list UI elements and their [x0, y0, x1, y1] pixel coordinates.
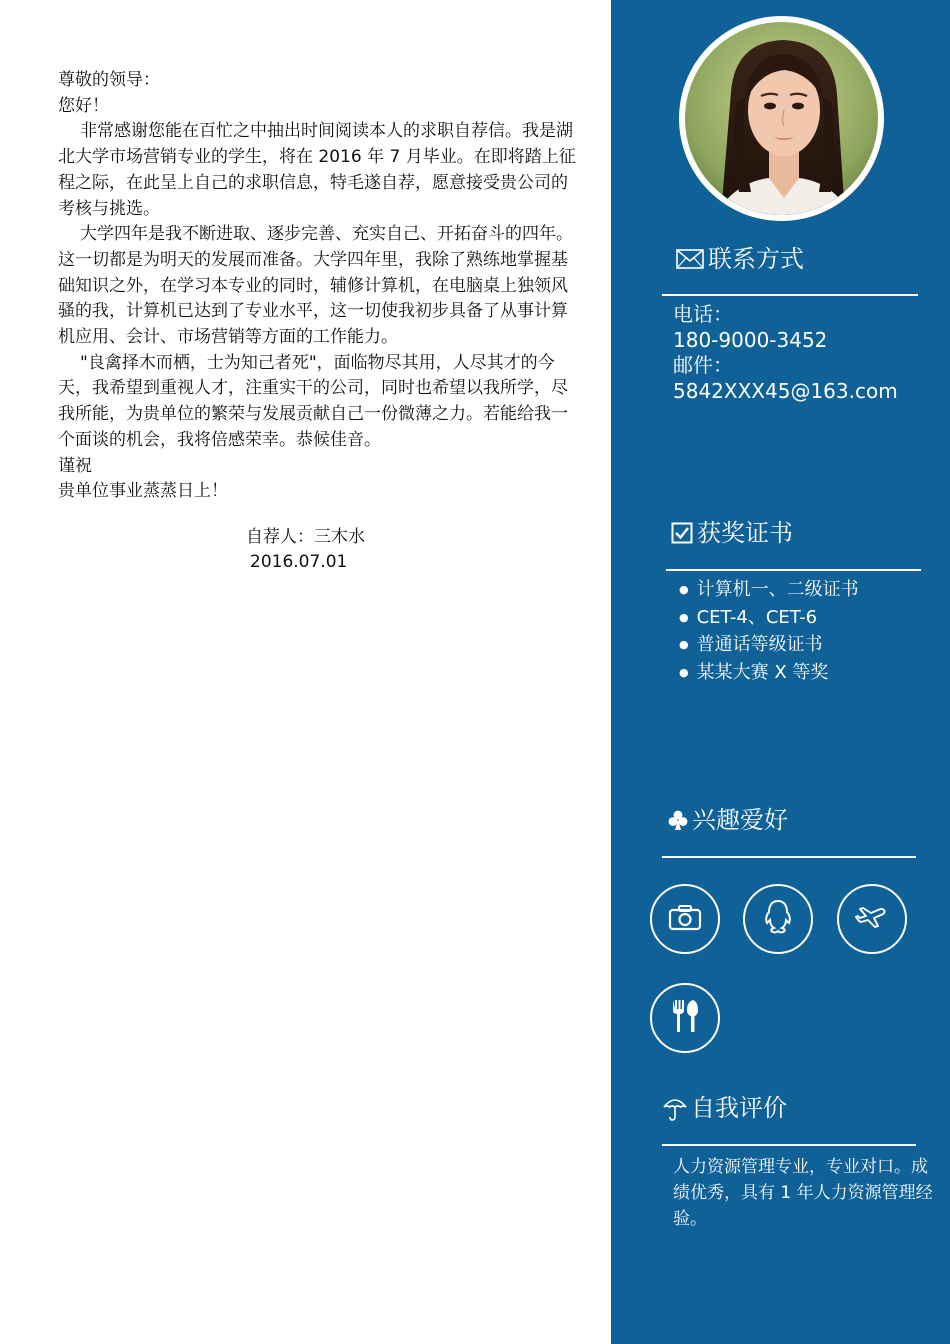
email-label: 邮件：: [673, 353, 733, 377]
club-icon: [668, 809, 688, 831]
avatar: [685, 22, 878, 215]
contact-block: [673, 302, 898, 404]
airplane-icon: [855, 900, 889, 938]
letter-paragraph-3: "良禽择木而栖，士为知己者死"，面临物尽其用，人尽其才的今天，我希望到重视人才，注重实干的公司，同时也希望以我所学，尽我所能，为贵单位的繁荣与发展贡献自己一份微薄之力。若能给我一个面谈的机会，我将倍感荣幸。恭候佳音。: [58, 352, 568, 450]
hobbies-divider: [662, 856, 916, 858]
phone-label: 电话：: [673, 302, 733, 326]
cover-letter: [58, 68, 578, 505]
letter-date: 2016.07.01: [250, 552, 348, 572]
envelope-icon: [676, 248, 704, 270]
qq-icon: [762, 899, 794, 939]
contact-title: 联系方式: [708, 245, 804, 273]
awards-list: [679, 577, 859, 687]
camera-icon: [668, 903, 702, 935]
self-eval-text: 人力资源管理专业，专业对口。成绩优秀，具有 1 年人力资源管理经验。: [673, 1157, 933, 1229]
letter-paragraph-2: 大学四年是我不断进取、逐步完善、充实自己、开拓奋斗的四年。这一切都是为明天的发展而准备。大学四年里，我除了熟练地掌握基础知识之外，在学习本专业的同时，辅修计算机，在电脑桌上独领风骚的我，计算机已达到了专业水平，这一切使我初步具备了从事计算机应用、会计、市场营销等方面的工作能力。: [58, 224, 573, 348]
email-address: 5842XXX45@163.com: [673, 378, 898, 403]
award-item: ● 某某大赛 X 等奖: [679, 660, 859, 688]
hobbies-section-title: [668, 805, 788, 835]
hobby-qq: [743, 884, 813, 954]
umbrella-icon: [663, 1095, 687, 1121]
contact-section-title: [676, 244, 804, 274]
awards-section-title: [671, 518, 793, 548]
letter-paragraph-1: 非常感谢您能在百忙之中抽出时间阅读本人的求职自荐信。我是湖北大学市场营销专业的学生，将在 2016 年 7 月毕业。在即将踏上征程之际，在此呈上自己的求职信息，特毛遂自荐，愿意接受贵公司的考核与挑选。: [58, 121, 576, 219]
hobbies-title: 兴趣爱好: [692, 806, 788, 834]
award-item: ● 计算机一、二级证书: [679, 577, 859, 605]
self-eval-title: 自我评价: [691, 1094, 787, 1122]
awards-title: 获奖证书: [697, 519, 793, 547]
self-eval-section-title: [663, 1093, 787, 1123]
award-item: ● CET-4、CET-6: [679, 605, 859, 633]
dining-icon: [670, 998, 700, 1038]
contact-divider: [662, 294, 918, 296]
award-item: ● 普通话等级证书: [679, 632, 859, 660]
letter-greeting: 您好！: [58, 95, 109, 116]
phone-number: 180-9000-3452: [673, 327, 828, 352]
letter-salutation: 尊敬的领导：: [58, 70, 160, 90]
letter-closing-1: 谨祝: [58, 455, 92, 476]
hobby-dining: [650, 983, 720, 1053]
hobby-travel: [837, 884, 907, 954]
awards-divider: [666, 569, 921, 571]
letter-signature: 自荐人：三木水: [246, 527, 365, 547]
self-eval-divider: [662, 1144, 916, 1146]
checkbox-icon: [671, 522, 693, 544]
letter-closing-2: 贵单位事业蒸蒸日上！: [58, 481, 228, 502]
hobby-camera: [650, 884, 720, 954]
